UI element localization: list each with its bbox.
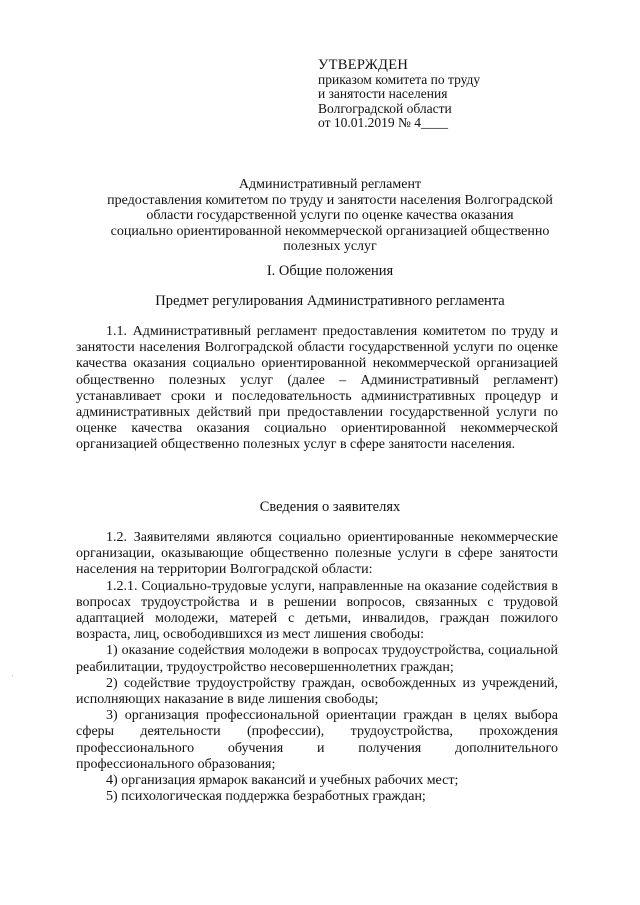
approval-line: Волгоградской области	[318, 100, 452, 116]
subject-heading: Предмет регулирования Административного регламента	[155, 293, 505, 309]
approval-line: от 10.01.2019 № 4____	[318, 115, 448, 130]
list-item: 4) организация ярмарок вакансий и учебных рабочих мест;	[106, 773, 459, 789]
applicants-heading: Сведения о заявителях	[259, 499, 401, 515]
document-title	[70, 177, 590, 255]
paragraph-block-1	[76, 324, 558, 454]
paragraph-block-2	[76, 530, 558, 805]
approval-heading: УТВЕРЖДЕН	[318, 57, 409, 73]
title-line: Административный регламент	[238, 177, 422, 192]
list-item: 2) содействие трудоустройству граждан, освобожденных из учреждений, исполняющих наказание в виде лишения свободы;	[76, 675, 558, 708]
title-line: области государственной услуги по оценке качества оказания	[146, 208, 514, 223]
approval-line: и занятости населения	[318, 86, 448, 101]
scan-speck	[12, 675, 13, 676]
section-heading: I. Общие положения	[266, 263, 394, 279]
list-item: 3) организация профессиональной ориентации граждан в целях выбора сферы деятельности (профессии), трудоустройства, прохождения профессионального обучения и получения дополнительного профессионального образования;	[76, 708, 558, 772]
title-line: полезных услуг	[283, 239, 377, 254]
paragraph-1-2: 1.2. Заявителями являются социально ориентированные некоммерческие организации, оказывающие общественно полезные услуги в сфере занятости населения на территории Волгоградской области:	[76, 530, 558, 578]
approval-stamp	[318, 58, 480, 131]
title-line: предоставления комитетом по труду и занятости населения Волгоградской	[107, 192, 553, 208]
paragraph-1-2-1: 1.2.1. Социально-трудовые услуги, направленные на оказание содействия в вопросах трудоустройства и в решении вопросов, связанных с трудовой адаптацией молодежи, матерей с детьми, инвалидов, граждан пожилого возраста, лиц, освободившихся из мест лишения свободы:	[76, 578, 558, 643]
title-line: социально ориентированной некоммерческой организацией общественно	[110, 223, 550, 239]
list-item: 5) психологическая поддержка безработных граждан;	[106, 789, 426, 805]
paragraph-1-1: 1.1. Административный регламент предоставления комитетом по труду и занятости населения Волгоградской области государственной услуги по оценке качества оказания социально ориентированной некоммерческой организацией общественно полезных услуг (далее – Административный регламент) устанавливает сроки и последовательность административных процедур и административных действий при предоставлении государственной услуги по оценке качества оказания социально ориентированной некоммерческой организацией общественно полезных услуг в сфере занятости населения.	[76, 324, 558, 453]
list-item: 1) оказание содействия молодежи в вопросах трудоустройства, социальной реабилитации, трудоустройство несовершеннолетних граждан;	[76, 643, 558, 675]
approval-line: приказом комитета по труду	[318, 71, 481, 87]
